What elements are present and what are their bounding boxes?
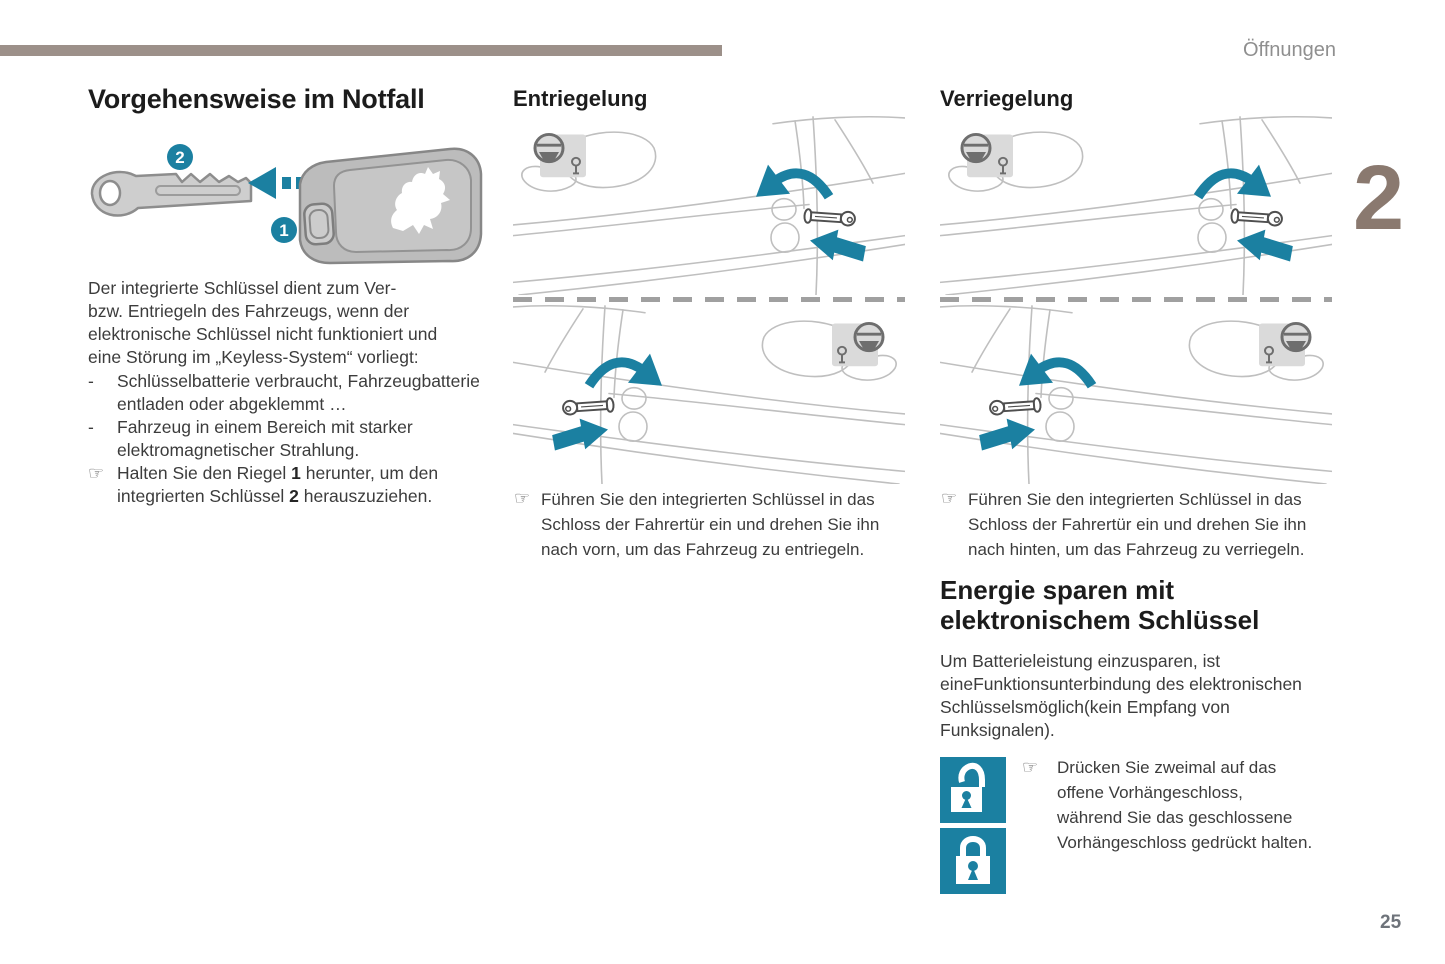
insert-key-arrow-icon	[807, 225, 868, 265]
lock-illustration-rhd	[940, 304, 1332, 484]
callout-ref-2: 2	[289, 486, 299, 506]
emergency-key-blade	[92, 172, 251, 215]
key-fob	[300, 149, 481, 263]
open-padlock-icon	[940, 757, 1006, 823]
energy-paragraph: Um Batterieleistung einzusparen, ist eineFunktionsunterbindung des elektronischen Schlüsselsmöglich(kein Empfang von Funksignalen).	[940, 651, 1302, 740]
insert-key-arrow-icon	[1234, 225, 1295, 265]
intro-paragraph: Der integrierte Schlüssel dient zum Ver- bzw. Entriegeln des Fahrzeugs, wenn der elektronische Schlüssel nicht funktioniert und eine Störung im „Keyless-System“ vorliegt:	[88, 278, 438, 367]
closed-padlock-icon	[940, 828, 1006, 894]
pointer-hand-icon: ☞	[941, 488, 958, 509]
unlock-illustration-lhd	[513, 115, 905, 295]
pointer-hand-icon: ☞	[88, 463, 105, 484]
unlock-illustration-rhd	[513, 304, 905, 484]
callout-2	[167, 144, 193, 170]
energy-instruction: Drücken Sie zweimal auf das offene Vorhängeschloss, während Sie das geschlossene Vorhängeschloss gedrückt halten.	[1057, 758, 1313, 852]
unlock-instruction: Führen Sie den integrierten Schlüssel in das Schloss der Fahrertür ein und drehen Sie ihn nach vorn, um das Fahrzeug zu entriegeln.	[541, 490, 880, 559]
dashed-divider	[513, 297, 905, 302]
page-number: 25	[1380, 912, 1402, 933]
lock-instruction: Führen Sie den integrierten Schlüssel in das Schloss der Fahrertür ein und drehen Sie ihn nach hinten, um das Fahrzeug zu verriegeln.	[968, 490, 1307, 559]
pointer-hand-icon: ☞	[514, 488, 531, 509]
svg-text:1: 1	[279, 221, 289, 240]
callout-1	[271, 217, 297, 243]
dash-marker: -	[88, 371, 94, 391]
turn-forward-arrow-icon	[589, 354, 662, 386]
lock-section-title: Verriegelung	[940, 86, 1074, 111]
dashed-divider	[940, 297, 1332, 302]
insert-key-arrow-icon	[550, 414, 611, 454]
lock-illustration-lhd	[940, 115, 1332, 295]
turn-forward-arrow-icon	[756, 165, 829, 197]
list-item: - Fahrzeug in einem Bereich mit starker elektromagnetischer Strahlung.	[88, 417, 413, 460]
bullet-list	[88, 370, 480, 508]
callout-ref-1: 1	[291, 463, 301, 483]
svg-text:2: 2	[175, 148, 185, 167]
list-item: - Schlüsselbatterie verbraucht, Fahrzeugbatterie entladen oder abgeklemmt …	[88, 371, 480, 414]
integrated-key-illustration	[88, 130, 484, 272]
energy-section-title: Energie sparen mit elektronischem Schlüssel	[940, 575, 1260, 635]
dash-marker: -	[88, 417, 94, 437]
chapter-number: 2	[1353, 147, 1405, 249]
insert-key-arrow-icon	[977, 414, 1038, 454]
page-title: Vorgehensweise im Notfall	[88, 84, 425, 114]
action-item: ☞ Halten Sie den Riegel 1 herunter, um den integrierten Schlüssel 2 herauszuziehen.	[88, 463, 439, 506]
unlock-section-title: Entriegelung	[513, 86, 648, 111]
section-label: Öffnungen	[1243, 39, 1337, 61]
pointer-hand-icon: ☞	[1022, 757, 1039, 778]
top-divider-bar	[0, 45, 722, 56]
